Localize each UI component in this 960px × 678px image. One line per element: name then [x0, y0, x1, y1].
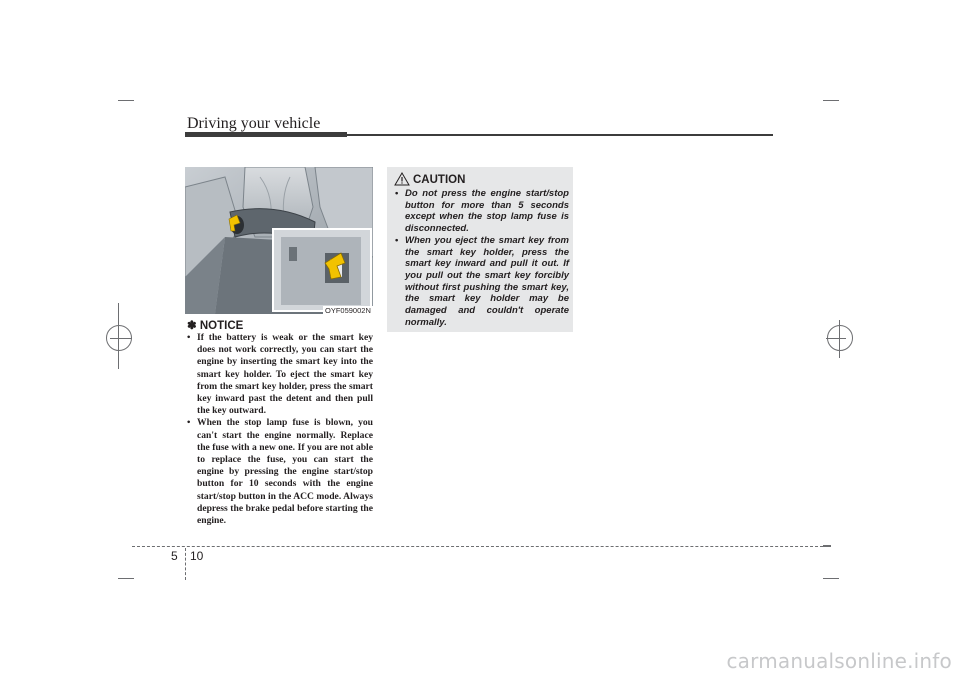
smart-key-holder-photo	[185, 167, 373, 314]
notice-title: NOTICE	[199, 320, 244, 332]
crop-mark-bottom-left	[118, 578, 134, 579]
notice-item: • If the battery is weak or the smart key does not work correctly, you can start the engine by inserting the smart key into the smart key holder. To eject the smart key from the smart key holder, press the smart key inward past the detent and then pull the key outward.	[187, 332, 373, 417]
notice-list	[187, 332, 373, 527]
registration-mark-right-circle	[827, 325, 853, 351]
caution-item: • When you eject the smart key from the smart key holder, press the smart key inward and pull it out. If you pull out the smart key forcibly without first pushing the smart key, the smart key holder may be damaged and couldn't operate normally.	[395, 235, 569, 329]
crop-mark-bottom-right	[823, 578, 839, 579]
crop-mark-top-left	[118, 100, 134, 101]
footer-divider	[185, 548, 186, 580]
warning-triangle-icon	[394, 172, 410, 186]
caution-item: • Do not press the engine start/stop button for more than 5 seconds except when the stop lamp fuse is disconnected.	[395, 188, 569, 235]
crop-mark-top-right	[823, 100, 839, 101]
footer-rule-end	[823, 545, 831, 547]
notice-symbol-icon: ✽	[187, 320, 197, 332]
caution-list	[395, 188, 569, 328]
chapter-number: 5	[171, 549, 178, 563]
notice-item: • When the stop lamp fuse is blown, you can't start the engine normally. Replace the fuse with a new one. If you are not able to replace the fuse, you can start the engine by pressing the engine start/stop button for 10 seconds with the engine start/stop button in the ACC mode. Always depress the brake pedal before starting the engine.	[187, 417, 373, 527]
registration-mark-left-circle	[106, 325, 132, 351]
page-number: 10	[190, 549, 204, 563]
header-bar	[185, 132, 347, 137]
caution-title: CAUTION	[413, 174, 466, 186]
header-rule	[347, 134, 773, 136]
notice-heading	[187, 318, 243, 332]
figure-code: OYF059002N	[325, 306, 371, 315]
section-title: Driving your vehicle	[187, 115, 321, 132]
watermark: carmanualsonline.info	[726, 649, 952, 673]
footer-rule	[132, 546, 823, 547]
